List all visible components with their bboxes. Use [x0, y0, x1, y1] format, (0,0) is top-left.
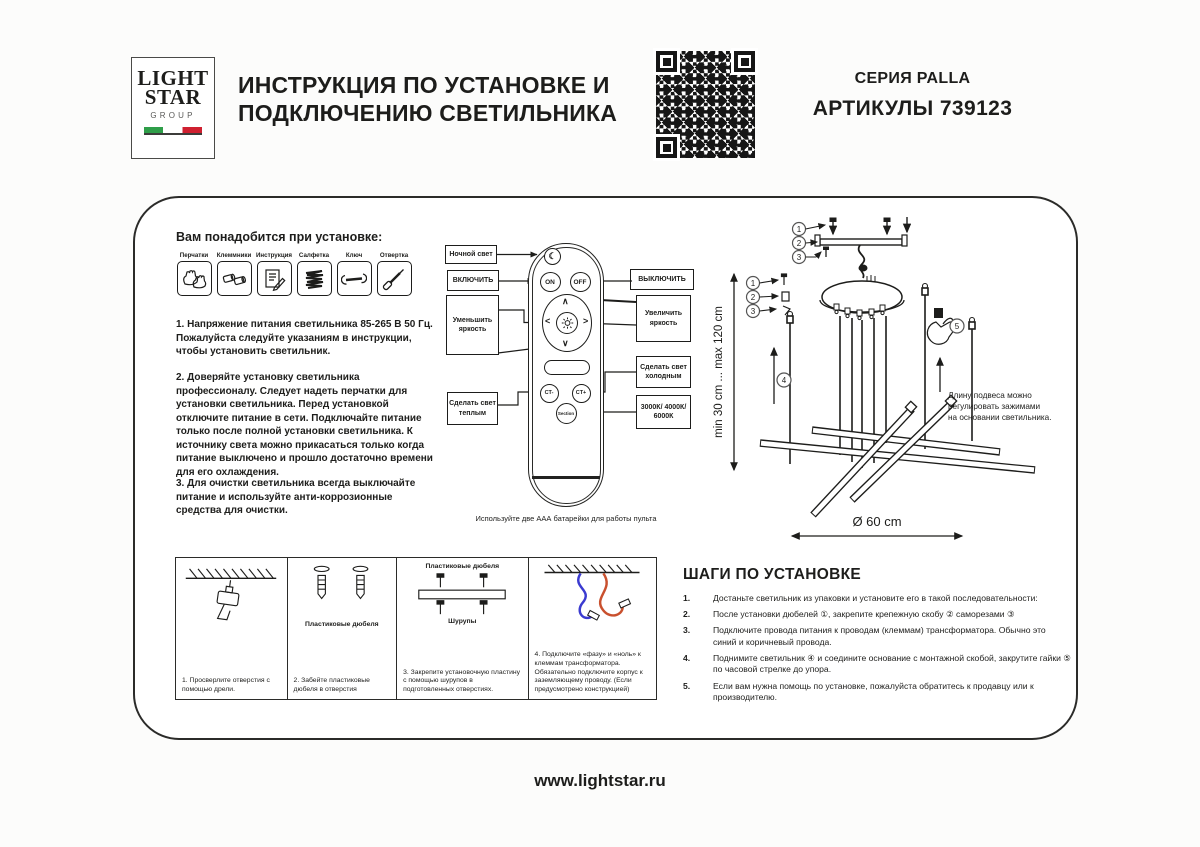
svg-text:Ø 60 cm: Ø 60 cm: [852, 514, 902, 529]
step-text: После установки дюбелей ①, закрепите крепежную скобу ② саморезами ③: [713, 609, 1015, 620]
tool-label: Перчатки: [179, 252, 209, 259]
battery-compartment-line: [532, 476, 600, 479]
terminals-icon: [217, 261, 252, 296]
panel-dowels: [287, 558, 397, 699]
off-button[interactable]: OFF: [570, 272, 591, 292]
tool-gloves: [176, 252, 212, 296]
page-title-line1: ИНСТРУКЦИЯ ПО УСТАНОВКЕ И: [238, 72, 610, 98]
tools-heading: Вам понадобится при установке:: [176, 230, 383, 244]
note-paragraph-2: 2. Доверяйте установку светильника профессионалу. Следует надеть перчатки для установки светильника. Перед установкой отключите питание в сети. Подключайте питание только после полной установки светильника. К источнику света можно прикасаться только когда питание выключено и прошло достаточно времени для его охлаждения.: [176, 372, 433, 478]
remote-control: [528, 243, 604, 507]
svg-text:регулировать зажимами: регулировать зажимами: [948, 402, 1041, 411]
svg-text:Длину подвеса можно: Длину подвеса можно: [948, 391, 1032, 400]
website-url: www.lightstar.ru: [534, 771, 666, 790]
svg-text:3: 3: [750, 307, 756, 316]
svg-text:5: 5: [954, 322, 960, 331]
qr-finder-icon: [656, 137, 677, 158]
blank-button[interactable]: [544, 360, 590, 375]
dowels-icon: [294, 563, 390, 621]
tool-label: Салфетка: [298, 252, 330, 259]
logo-text: GROUP: [150, 110, 196, 120]
dimension-diameter: [792, 514, 962, 536]
ceiling-bracket: [815, 217, 907, 278]
callout-cold: Сделать свет холодным: [636, 356, 691, 388]
step-text: Подключите провода питания к проводам (клеммам) трансформатора. Обычно это синий и коричневый провода.: [713, 625, 1046, 647]
callout-color-temps: 3000К/ 4000К/ 6000К: [636, 395, 691, 429]
wires-icon: [538, 563, 646, 639]
adjust-note: [948, 391, 1052, 422]
panel-caption: 2. Забейте пластиковые дюбеля в отверстия: [293, 677, 370, 694]
svg-text:2: 2: [750, 293, 756, 302]
install-step: [683, 681, 1071, 704]
panel-label: Шурупы: [448, 618, 477, 625]
lamp-diagram: [700, 212, 1075, 560]
install-step: [683, 593, 1071, 605]
tool-manual: [256, 252, 292, 296]
dimension-vertical: [713, 274, 734, 470]
marker-lift: [774, 348, 791, 404]
svg-text:1: 1: [796, 225, 802, 234]
page-title-line2: ПОДКЛЮЧЕНИЮ СВЕТИЛЬНИКА: [238, 99, 618, 126]
page-title: [238, 72, 658, 127]
svg-text:4: 4: [781, 376, 787, 385]
svg-text:2: 2: [796, 239, 802, 248]
tool-label: Инструкция: [255, 252, 293, 259]
ct-minus-button[interactable]: CT-: [540, 384, 559, 403]
panel-wiring: [528, 558, 656, 699]
tool-terminals: [216, 252, 252, 296]
manual-icon: [257, 261, 292, 296]
svg-text:1: 1: [750, 279, 756, 288]
qr-finder-icon: [656, 51, 677, 72]
mounting-plate-icon: [407, 570, 517, 618]
qr-finder-icon: [734, 51, 755, 72]
step-number: 2.: [683, 609, 691, 620]
italian-flag-bar: [144, 127, 202, 135]
panel-drill: [176, 558, 287, 699]
logo-text: LIGHT: [137, 66, 209, 90]
callout-warm: Сделать свет теплым: [447, 392, 498, 425]
step-number: 5.: [683, 680, 691, 691]
panel-label: Пластиковые дюбеля: [304, 621, 379, 628]
screwdriver-icon: [377, 261, 412, 296]
product-identity: [795, 70, 1030, 121]
panel-plate: [396, 558, 527, 699]
tool-label: Клеммники: [216, 252, 252, 259]
callout-turn-on: ВКЛЮЧИТЬ: [447, 270, 499, 291]
install-step: [683, 625, 1071, 648]
brightness-center-button[interactable]: [556, 312, 578, 334]
gloves-icon: [177, 261, 212, 296]
callout-brighten: Увеличить яркость: [636, 295, 691, 342]
note-paragraph-3: 3. Для очистки светильника всегда выключайте питание и используйте анти-коррозионные средства для очистки.: [176, 478, 416, 516]
arrow-up-icon[interactable]: ∧: [562, 296, 569, 306]
install-steps-heading: ШАГИ ПО УСТАНОВКЕ: [683, 566, 861, 583]
qr-code: [656, 51, 755, 158]
tool-wrench: [336, 252, 372, 296]
note-paragraph-1: 1. Напряжение питания светильника 85-265 В 50 Гц. Пожалуйста следуйте указаниям в инструкции, чтобы установить светильник.: [176, 319, 433, 357]
series-label: СЕРИЯ PALLA: [854, 70, 971, 87]
panel-caption: 1. Просверлите отверстия с помощью дрели.: [182, 677, 270, 694]
arrow-right-icon[interactable]: >: [583, 316, 589, 326]
step-number: 4.: [683, 652, 691, 663]
on-button[interactable]: ON: [540, 272, 561, 292]
tool-label: Отвертка: [379, 252, 409, 259]
moon-icon: ☾: [548, 250, 557, 261]
article-label: АРТИКУЛЫ 739123: [812, 97, 1013, 120]
arrow-left-icon[interactable]: <: [545, 316, 551, 326]
step-text: Если вам нужна помощь по установке, пожалуйста обратитесь к продавцу или к производителю.: [713, 680, 1034, 703]
canopy-base: [820, 275, 904, 320]
napkin-icon: [297, 261, 332, 296]
callout-dim: Уменьшить яркость: [446, 295, 499, 355]
svg-text:min 30 cm ... max 120 cm: min 30 cm ... max 120 cm: [713, 306, 725, 438]
lightstar-logo: [131, 57, 215, 159]
svg-text:на основании светильника.: на основании светильника.: [948, 413, 1052, 422]
tool-screwdriver: [376, 252, 412, 296]
night-light-button[interactable]: [544, 248, 561, 265]
callout-turn-off: ВЫКЛЮЧИТЬ: [630, 269, 694, 290]
tool-napkin: [296, 252, 332, 296]
callout-night-light: Ночной свет: [445, 245, 497, 264]
panel-caption: 4. Подключите «фазу» и «ноль» к клеммам трансформатора. Обязательно подключите корпус к заземляющему проводу. (Если предусмотрено конструкцией): [534, 650, 643, 694]
wrench-icon: [337, 261, 372, 296]
install-steps-list: [683, 593, 1071, 704]
step-number: 1.: [683, 593, 691, 603]
section-button[interactable]: Section: [556, 403, 577, 424]
install-step: [683, 653, 1071, 676]
arrow-down-icon[interactable]: ∨: [562, 338, 569, 348]
tool-label: Ключ: [345, 252, 363, 259]
ct-plus-button[interactable]: CT+: [572, 384, 591, 403]
marker-group-mid: [747, 274, 791, 318]
step-panels: [175, 557, 657, 700]
svg-text:3: 3: [796, 253, 802, 262]
panel-caption: 3. Закрепите установочную пластину с помощью шурупов в подготовленных отверстиях.: [403, 668, 521, 694]
drill-icon: [182, 563, 280, 637]
tools-row: [176, 252, 412, 296]
logo-text: STAR: [144, 85, 202, 110]
step-number: 3.: [683, 625, 691, 636]
bulb-icon: [561, 317, 574, 330]
panel-label: Пластиковые дюбеля: [425, 563, 500, 570]
step-text: Поднимите светильник ④ и соедините основание с монтажной скобой, закрутите гайки ⑤ по часовой стрелке до упора.: [713, 652, 1071, 675]
remote-caption: Используйте две ААА батарейки для работы пульта: [475, 514, 657, 523]
step-text: Достаньте светильник из упаковки и установите его в такой последовательности:: [713, 593, 1038, 603]
install-step: [683, 609, 1071, 621]
